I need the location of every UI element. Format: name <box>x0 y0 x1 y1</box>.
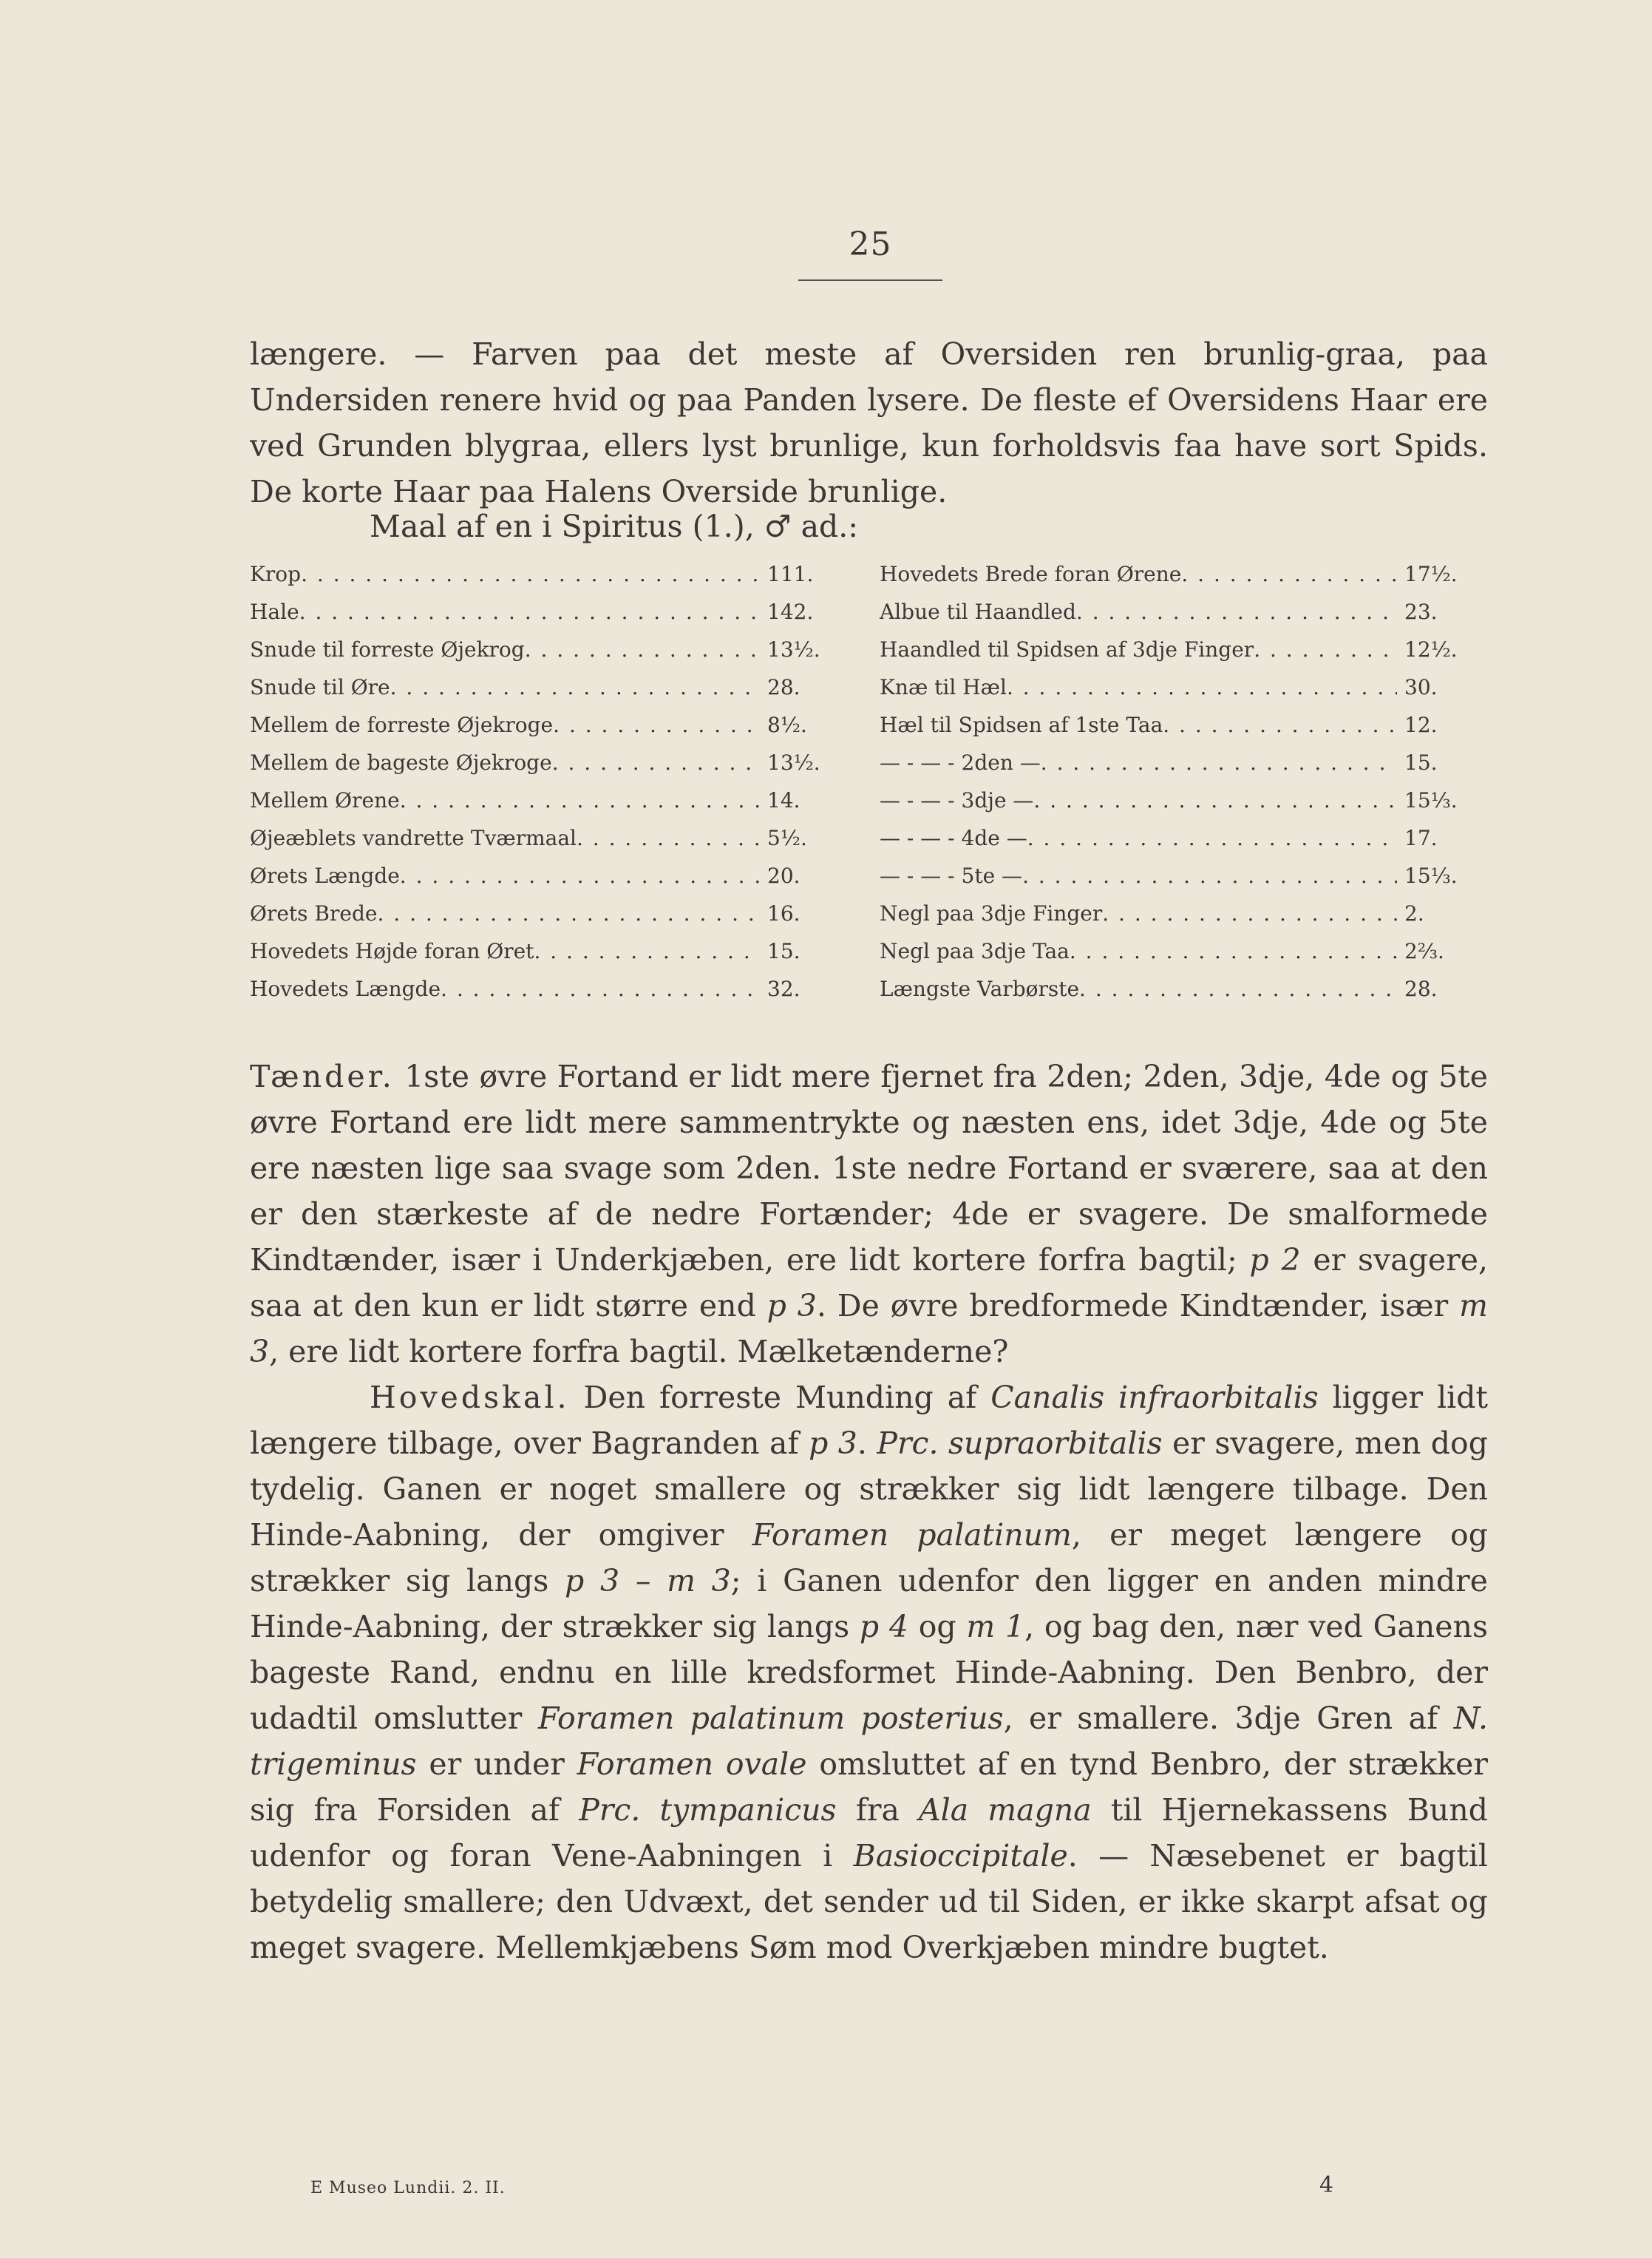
measure-value: 30. <box>1404 675 1438 699</box>
measure-value: 28. <box>1404 977 1438 1001</box>
measure-value: 111. <box>767 562 814 586</box>
latin-term: Ala magna <box>919 1792 1092 1828</box>
text-run: , ere lidt kortere forfra bagtil. Mælketænderne? <box>269 1334 1009 1369</box>
measure-label: Negl paa 3dje Finger <box>880 901 1103 926</box>
leader-dots <box>534 939 760 963</box>
teeth-paragraph <box>250 1054 1488 1374</box>
text-run: . — Næsebenet er bagtil betydelig smallere; den Udvæxt, det sender ud til Siden, er ikke skarpt afsat og meget svagere. Mellemkjæbens Søm mod Overkjæben mindre bugtet. <box>250 1838 1488 1965</box>
leader-dots <box>1102 901 1397 926</box>
measure-value: 15. <box>767 939 800 963</box>
leader-dots <box>553 713 760 737</box>
footer-signature: E Museo Lundii. 2. II. <box>310 2179 506 2197</box>
measure-label: Haandled til Spidsen af 3dje Finger <box>880 637 1254 662</box>
measure-value: 15⅓. <box>1404 864 1458 888</box>
leader-dots <box>1163 713 1397 737</box>
measure-row <box>250 750 841 788</box>
measure-row <box>250 600 841 637</box>
leader-dots <box>1027 826 1397 850</box>
measure-row <box>880 826 1478 864</box>
leader-dots <box>441 977 760 1001</box>
measure-row <box>250 713 841 750</box>
intro-paragraph: længere. — Farven paa det meste af Oversiden ren brunlig-graa, paa Undersiden renere hvid og paa Panden lysere. De fleste ef Oversidens Haar ere ved Grunden blygraa, ellers lyst brunlige, kun forholdsvis faa have sort Spids. De korte Haar paa Halens Overside brunlige. <box>250 336 1488 509</box>
measure-label: Hovedets Brede foran Ørene <box>880 562 1182 586</box>
text-run: ; i Ganen udenfor den ligger en anden mindre Hinde-Aabning, der strækker sig langs <box>250 1563 1489 1644</box>
measure-row <box>880 637 1478 675</box>
measure-value: 13½. <box>767 750 820 775</box>
tooth-ref: m 1 <box>966 1609 1025 1644</box>
measure-row <box>250 939 841 977</box>
main-text-block <box>250 1054 1488 1970</box>
measure-row <box>880 713 1478 750</box>
measure-label: Mellem Ørene <box>250 788 400 813</box>
text-run: er svagere, saa at den kun er lidt større end <box>250 1242 1488 1323</box>
measure-value: 17½. <box>1404 562 1458 586</box>
leader-dots <box>1070 939 1397 963</box>
tooth-ref: p 2 <box>1249 1242 1301 1278</box>
text-run: til Hjernekassens Bund udenfor og foran Vene-Aabningen i <box>250 1792 1488 1874</box>
leader-dots <box>552 750 760 775</box>
measure-row <box>880 901 1478 939</box>
text-run: Den forreste Munding af <box>569 1380 991 1415</box>
measure-label: Hale <box>250 600 299 624</box>
text-run: er under <box>416 1746 577 1782</box>
measure-label: Mellem de bageste Øjekroge <box>250 750 552 775</box>
text-run: . <box>857 1425 877 1461</box>
skull-heading: Hovedskal. <box>370 1380 570 1415</box>
leader-dots <box>1033 788 1397 813</box>
measure-label: Krop <box>250 562 302 586</box>
measure-label: — - — - 5te — <box>880 864 1023 888</box>
measure-label: Knæ til Hæl <box>880 675 1007 699</box>
latin-term: Canalis infraorbitalis <box>990 1380 1319 1415</box>
measure-label: Mellem de forreste Øjekroge <box>250 713 554 737</box>
leader-dots <box>577 826 760 850</box>
measure-value: 28. <box>767 675 800 699</box>
leader-dots <box>1022 864 1397 888</box>
measure-label: Snude til Øre <box>250 675 390 699</box>
leader-dots <box>400 864 760 888</box>
leader-dots <box>1254 637 1397 662</box>
measure-row <box>880 600 1478 637</box>
latin-term: N. trigeminus <box>250 1701 1488 1782</box>
measurements-right-table <box>880 562 1478 1014</box>
measure-value: 8½. <box>767 713 807 737</box>
text-run: , er meget længere og strækker sig langs <box>250 1517 1488 1598</box>
measure-value: 20. <box>767 864 800 888</box>
measure-label: Øjeæblets vandrette Tværmaal <box>250 826 577 850</box>
measure-label: — - — - 3dje — <box>880 788 1034 813</box>
text-run: fra <box>836 1792 920 1828</box>
text-run: . De øvre bredformede Kindtænder, især <box>816 1288 1460 1323</box>
measure-label: Negl paa 3dje Taa <box>880 939 1070 963</box>
measure-value: 23. <box>1404 600 1438 624</box>
latin-term: Foramen palatinum <box>752 1517 1072 1553</box>
measure-label: Længste Varbørste <box>880 977 1080 1001</box>
measure-label: Ørets Længde <box>250 864 400 888</box>
leader-dots <box>1181 562 1397 586</box>
latin-term: Foramen palatinum posterius <box>537 1701 1004 1736</box>
leader-dots <box>525 637 760 662</box>
leader-dots <box>299 600 760 624</box>
measure-value: 32. <box>767 977 800 1001</box>
tooth-ref: m 3 <box>250 1288 1488 1369</box>
measure-label: Snude til forreste Øjekrog <box>250 637 525 662</box>
measure-row <box>250 788 841 826</box>
measure-value: 12. <box>1404 713 1438 737</box>
text-run: , er smallere. 3dje Gren af <box>1003 1701 1454 1736</box>
leader-dots <box>1041 750 1397 775</box>
measure-row <box>880 939 1478 977</box>
measure-row <box>250 864 841 901</box>
leader-dots <box>1007 675 1397 699</box>
measure-value: 14. <box>767 788 800 813</box>
measure-value: 2⅔. <box>1404 939 1444 963</box>
leader-dots <box>400 788 760 813</box>
text-run: er svagere, men dog tydelig. Ganen er noget smallere og strækker sig lidt længere tilbage. Den Hinde-Aabning, der omgiver <box>250 1425 1488 1553</box>
footer-signature-number: 4 <box>1319 2172 1334 2198</box>
leader-dots <box>1079 977 1397 1001</box>
measure-row <box>880 977 1478 1014</box>
measure-row <box>880 750 1478 788</box>
measure-row <box>880 788 1478 826</box>
tooth-ref: p 4 <box>859 1609 908 1644</box>
text-run: ligger lidt længere tilbage, over Bagranden af <box>250 1380 1489 1461</box>
measure-row <box>880 562 1478 600</box>
measure-value: 5½. <box>767 826 807 850</box>
measure-value: 12½. <box>1404 637 1458 662</box>
tooth-ref: p 3 <box>766 1288 817 1323</box>
measure-label: — - — - 2den — <box>880 750 1041 775</box>
latin-term: Prc. tympanicus <box>579 1792 837 1828</box>
measure-label: Ørets Brede <box>250 901 378 926</box>
measure-value: 15⅓. <box>1404 788 1458 813</box>
measure-row <box>250 675 841 713</box>
measure-label: — - — - 4de — <box>880 826 1027 850</box>
measure-label: Albue til Haandled <box>880 600 1076 624</box>
tooth-ref: p 3 <box>809 1425 857 1461</box>
measure-heading: Maal af en i Spiritus (1.), ♂ ad.: <box>370 509 859 544</box>
measure-row <box>250 637 841 675</box>
measure-row <box>250 826 841 864</box>
measure-row <box>250 977 841 1014</box>
measurements-left-table <box>250 562 841 1014</box>
text-run: , og bag den, nær ved Ganens bageste Rand, endnu en lille kredsformet Hinde-Aabning. Den Benbro, der udadtil omslutter <box>250 1609 1488 1736</box>
latin-term: Basioccipitale <box>853 1838 1068 1874</box>
measure-value: 17. <box>1404 826 1438 850</box>
measure-row <box>250 901 841 939</box>
measure-value: 2. <box>1404 901 1424 926</box>
leader-dots <box>377 901 760 926</box>
measure-row <box>250 562 841 600</box>
measure-label: Hovedets Længde <box>250 977 441 1001</box>
measure-value: 13½. <box>767 637 820 662</box>
text-run: omsluttet af en tynd Benbro, der strækker sig fra Forsiden af <box>250 1746 1488 1828</box>
text-run: 1ste øvre Fortand er lidt mere fjernet fra 2den; 2den, 3dje, 4de og 5te øvre Fortand ere lidt mere sammentrykte og næsten ens, idet 3dje, 4de og 5te ere næsten lige saa svage som 2den. 1ste nedre Fortand er sværere, saa at den er den stærkeste af de nedre Fortænder; 4de er svagere. De smalformede Kindtænder, især i Underkjæben, ere lidt kortere forfra bagtil; <box>250 1059 1488 1278</box>
measure-value: 16. <box>767 901 800 926</box>
measure-label: Hovedets Højde foran Øret <box>250 939 534 963</box>
measure-value: 142. <box>767 600 814 624</box>
tooth-ref: p 3 – m 3 <box>565 1563 731 1598</box>
measure-value: 15. <box>1404 750 1438 775</box>
leader-dots <box>390 675 760 699</box>
skull-paragraph <box>250 1374 1488 1970</box>
intro-paragraph-block <box>250 331 1488 515</box>
page-number-rule <box>798 279 942 281</box>
leader-dots <box>301 562 760 586</box>
measure-label: Hæl til Spidsen af 1ste Taa <box>880 713 1163 737</box>
latin-term: Foramen ovale <box>577 1746 807 1782</box>
teeth-heading: Tænder. <box>250 1059 395 1094</box>
measure-row <box>880 675 1478 713</box>
text-run: og <box>908 1609 967 1644</box>
measure-row <box>880 864 1478 901</box>
leader-dots <box>1076 600 1397 624</box>
latin-term: Prc. supraorbitalis <box>877 1425 1163 1461</box>
page-number: 25 <box>849 226 892 263</box>
